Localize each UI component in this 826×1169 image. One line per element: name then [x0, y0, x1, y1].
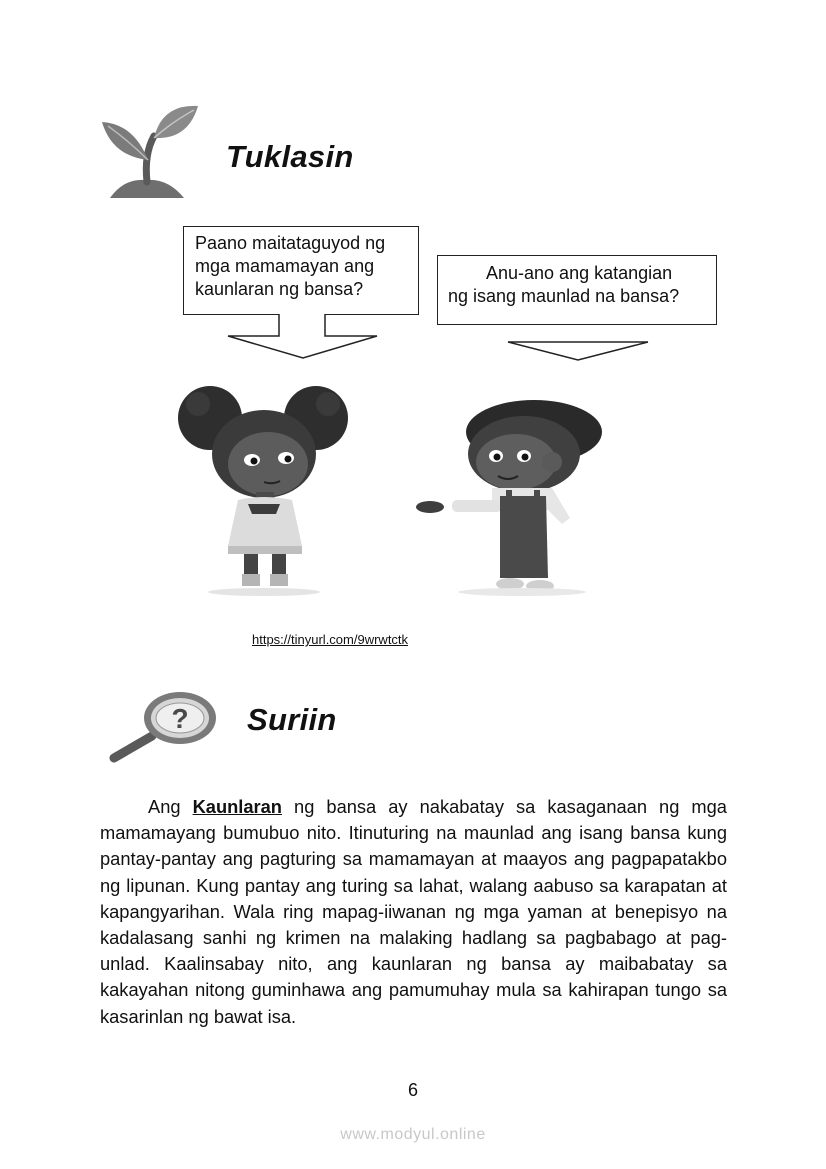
svg-text:?: ?	[171, 703, 189, 734]
girl-illustration	[168, 386, 368, 600]
bubble-line: ng isang maunlad na bansa?	[448, 286, 680, 306]
speech-arrow-left	[226, 314, 380, 360]
magnifying-glass-icon	[108, 690, 218, 764]
bubble-line: Anu-ano ang katangian	[486, 263, 673, 283]
bubble-line: mga mamamayan ang	[195, 256, 375, 276]
boy-illustration	[412, 400, 612, 600]
speech-bubble-left	[183, 226, 419, 315]
paragraph-first-word: Ang	[148, 796, 181, 817]
sprout-icon	[100, 102, 204, 198]
page-number: 6	[407, 1080, 418, 1100]
keyword-kaunlaran: Kaunlaran	[192, 796, 282, 817]
section-title-tuklasin: Tuklasin	[226, 139, 354, 174]
speech-bubble-right	[437, 255, 717, 325]
bubble-line: kaunlaran ng bansa?	[195, 279, 364, 299]
suriin-paragraph	[100, 794, 727, 1030]
section-title-suriin: Suriin	[247, 702, 337, 737]
paragraph-body: ng bansa ay nakabatay sa kasaganaan ng mga mamamayang bumubuo nito. Itinuturing na maunlad ang isang bansa kung pantay-pantay ang pagturing sa mamamayan at maayos ang pagpapatakbo ng lipunan. Kung pantay ang turing sa lahat, walang aabuso sa karapatan at kapangyarihan. Wala ring mapag-iiwanan ng mga yaman at benepisyo na kadalasang sanhi ng krimen na malaking hadlang sa pagbabago at pag-unlad. Kaalinsabay nito, ang kaunlaran ng bansa ay maibabatay sa kakayahan nitong guminhawa ang pamumuhay mula sa kahirapan tungo sa kasarinlan ng bawat isa.	[100, 796, 727, 1027]
image-source-link[interactable]: https://tinyurl.com/9wrwtctk	[252, 632, 409, 647]
speech-arrow-right	[506, 324, 650, 362]
watermark: www.modyul.online	[340, 1126, 486, 1143]
bubble-line: Paano maitataguyod ng	[195, 233, 386, 253]
